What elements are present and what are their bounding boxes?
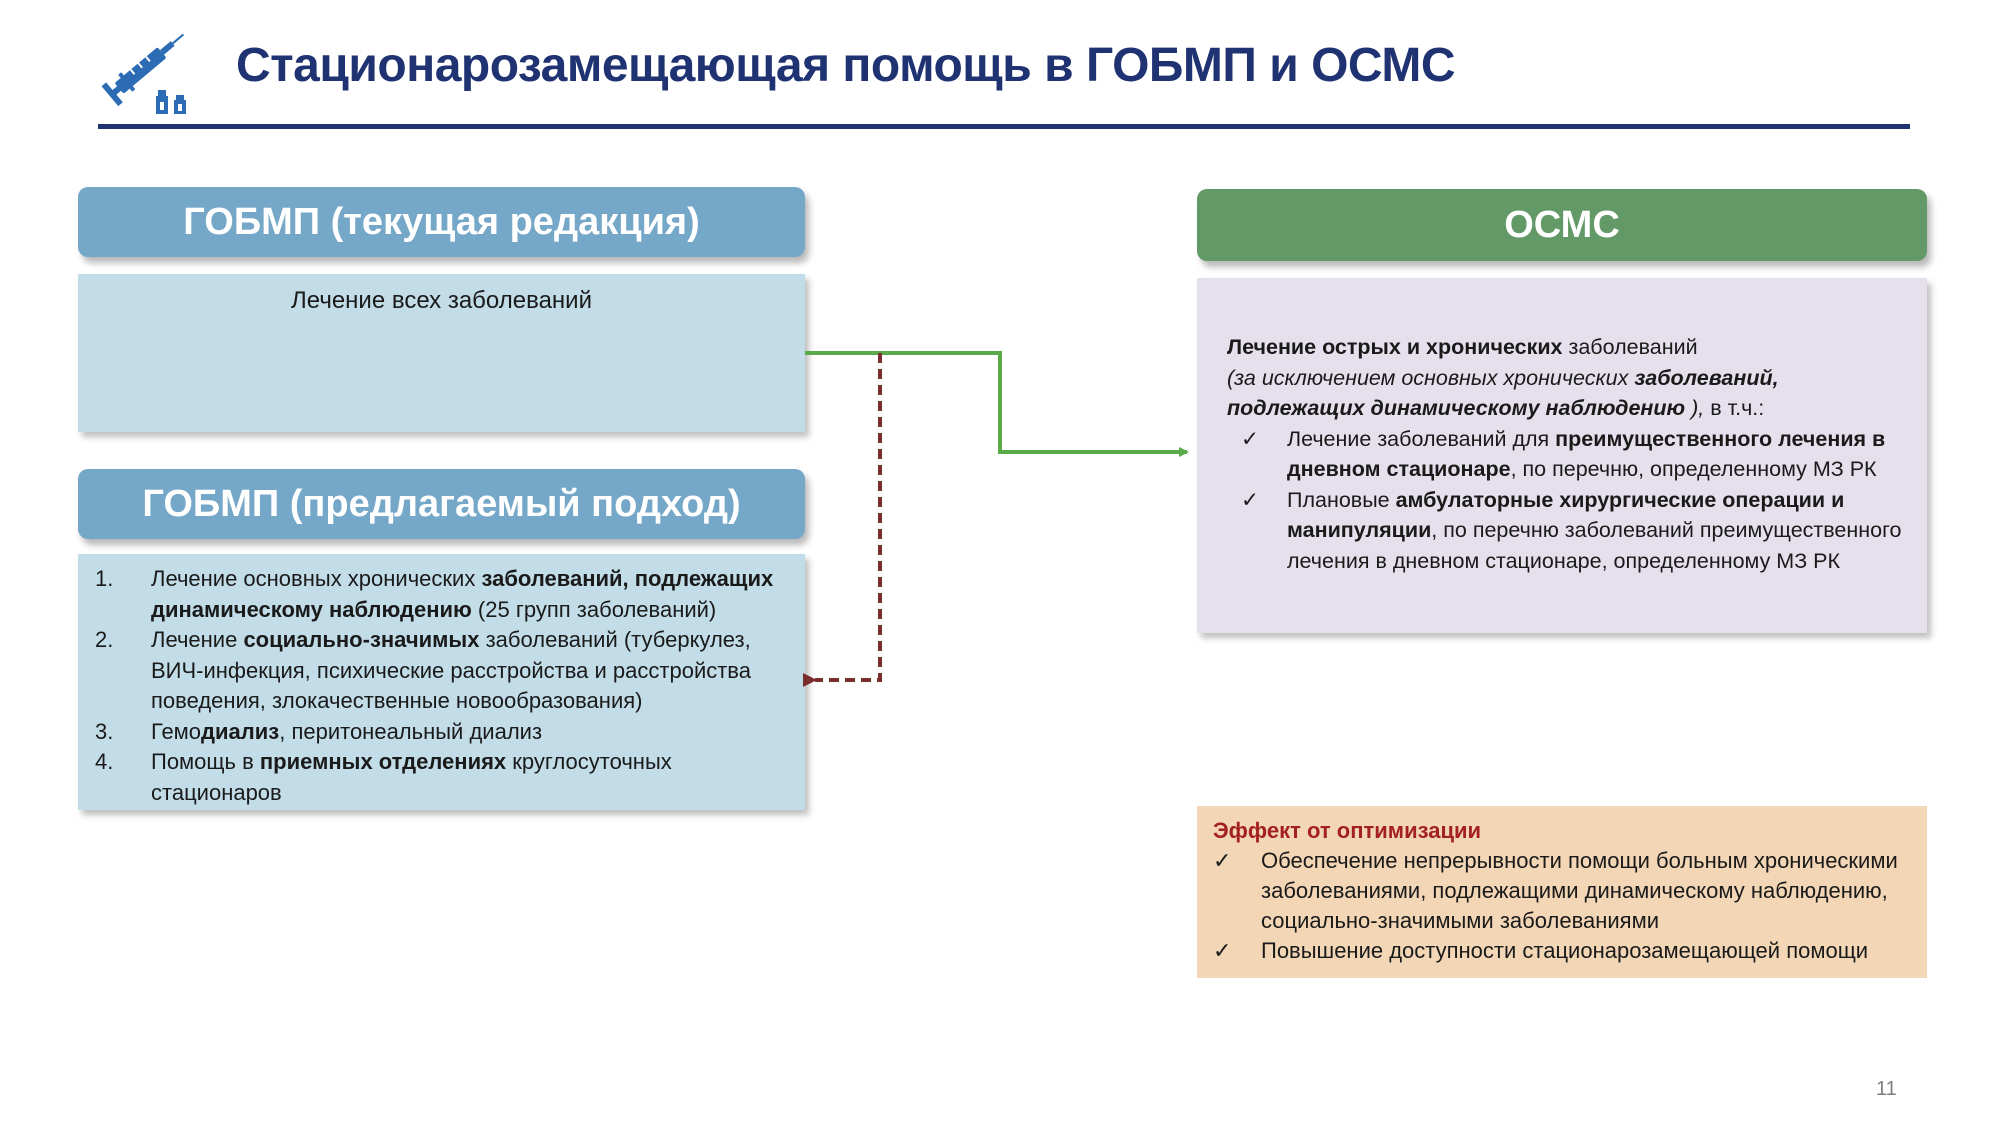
- text-segment: заболеваний: [1562, 335, 1698, 359]
- list-number: 1.: [95, 566, 114, 591]
- red-dashed-arrow: [815, 353, 880, 680]
- current-edition-text: Лечение всех заболеваний: [291, 287, 592, 314]
- effect-text: Обеспечение непрерывности помощи больным хроническими заболеваниями, подлежащими динамическому наблюдению, социально-значимыми заболеваниями: [1261, 848, 1898, 933]
- text-segment: в т.ч.:: [1710, 396, 1765, 420]
- bold-text: заболеваний, подлежащих динамическому наблюдению: [151, 566, 774, 622]
- text-segment: заболеваний (туберкулез, ВИЧ-инфекция, психические расстройства и расстройства поведения, злокачественные новообразования): [151, 627, 751, 713]
- osms-header: ОСМС: [1197, 189, 1927, 261]
- effect-title: Эффект от оптимизации: [1213, 818, 1482, 843]
- checkmark-icon: ✓: [1213, 848, 1232, 873]
- text-segment: Лечение: [151, 627, 244, 652]
- effect-text: Повышение доступности стационарозамещающей помощи: [1261, 938, 1869, 963]
- current-edition-header: ГОБМП (текущая редакция): [78, 187, 805, 257]
- text-segment: круглосуточных стационаров: [151, 749, 672, 805]
- page-number: 11: [1876, 1078, 1897, 1100]
- bold-text: амбулаторные хирургические операции и манипуляции: [1287, 487, 1845, 542]
- text-segment: , по перечню, определенному МЗ РК: [1510, 457, 1877, 481]
- checkmark-icon: ✓: [1241, 426, 1260, 451]
- proposed-approach-header: ГОБМП (предлагаемый подход): [78, 469, 805, 539]
- bold-text: приемных отделениях: [259, 749, 507, 774]
- text-segment: (за исключением основных хронических: [1227, 365, 1635, 390]
- text-segment: Плановые: [1287, 487, 1396, 512]
- list-number: 2.: [95, 627, 114, 652]
- bold-text: заболеваний, подлежащих динамическому наблюдению: [1227, 365, 1779, 420]
- text-segment: Помощь в: [151, 749, 260, 774]
- checkmark-icon: ✓: [1241, 487, 1260, 512]
- list-number: 4.: [95, 749, 114, 774]
- bold-text: диализ: [201, 718, 280, 744]
- bold-text: преимущественного лечения в дневном стационаре: [1287, 426, 1886, 481]
- text-segment: Гемо: [151, 718, 202, 744]
- list-number: 3.: [95, 718, 114, 744]
- bold-text: социально-значимых: [243, 627, 480, 652]
- bold-text: Лечение острых и хронических: [1227, 335, 1563, 359]
- text-segment: , перитонеальный диализ: [279, 718, 543, 744]
- page-title: Стационарозамещающая помощь в ГОБМП и ОСМС: [236, 39, 1456, 92]
- text-segment: ),: [1685, 396, 1711, 420]
- checkmark-icon: ✓: [1213, 938, 1232, 963]
- text-segment: Лечение основных хронических: [151, 566, 482, 591]
- text-segment: Лечение заболеваний для: [1287, 426, 1556, 451]
- text-segment: , по перечню заболеваний преимущественного лечения в дневном стационаре, определенному МЗ РК: [1287, 518, 1902, 573]
- text-segment: (25 групп заболеваний): [471, 596, 717, 622]
- green-arrow: [805, 353, 1187, 452]
